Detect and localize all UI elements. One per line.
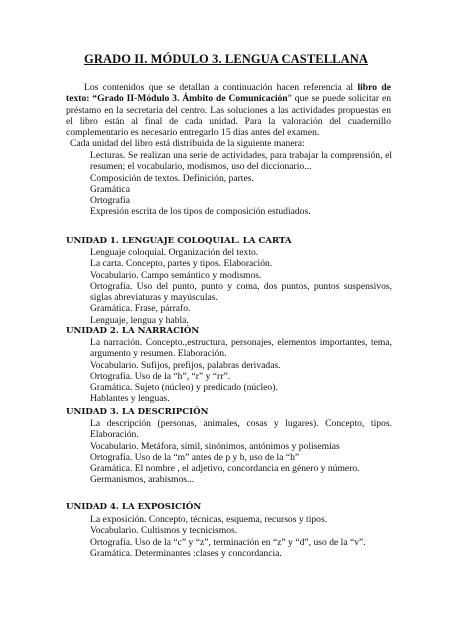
list-item: Gramática. Determinantes :clases y concordancia. <box>90 547 282 559</box>
page-title: GRADO II. MÓDULO 3. LENGUA CASTELLANA <box>84 52 368 66</box>
list-item: La descripción (personas, animales, cosas y lugares). Concepto, tipos. Elaboración. <box>90 418 392 441</box>
list-item: Vocabulario. Cultismos y tecnicismos. <box>90 525 238 537</box>
intro-paragraph <box>66 82 391 138</box>
list-item: Vocabulario. Sufijos, prefijos, palabras derivadas. <box>90 359 281 371</box>
list-item: Vocabulario. Campo semántico y modismos. <box>90 269 262 281</box>
unit-2-heading: UNIDAD 2. LA NARRACIÓN <box>66 326 200 336</box>
list-item: Lecturas. Se realizan una serie de actividades, para trabajar la comprensión, el resumen; el vocabulario, modismos, uso del diccionario... <box>90 150 392 173</box>
list-item: Hablantes y lenguas. <box>90 393 170 405</box>
list-item: Gramática. Frase, párrafo. <box>90 303 191 315</box>
unit-3-list <box>90 418 392 486</box>
unit-2-list <box>90 337 392 405</box>
textbook-reference: libro de texto: “Grado II-Módulo 3. Ámbito de Comunicación <box>66 82 391 105</box>
list-item: Ortografía <box>90 195 130 207</box>
unit-1-list <box>90 247 392 326</box>
list-item: Gramática. El nombre , el adjetivo, concordancia en género y número. <box>90 463 360 475</box>
list-item: Ortografía. Uso del punto, punto y coma, dos puntos, puntos suspensivos, siglas abreviaturas y mayúsculas. <box>90 280 392 304</box>
intro-text-end: ” que se puede solicitar en préstamo en la secretaria del centro. Las soluciones a las actividades propuestas en el libro están al final de cada unidad. Para la valoración del cuadernillo complementario es necesario entregarlo 15 días antes del examen. <box>66 93 391 139</box>
list-item: Expresión escrita de los tipos de composición estudiados. <box>90 206 311 218</box>
list-item: Ortografía. Uso de la “m” antes de p y b, uso de la “h” <box>90 451 300 463</box>
unit-1-heading: UNIDAD 1. LENGUAJE COLOQUIAL. LA CARTA <box>66 236 292 246</box>
unit-4-heading: UNIDAD 4. LA EXPOSICIÓN <box>66 502 202 512</box>
unit-4-list <box>90 514 392 559</box>
list-item: La narración. Concepto.,estructura, personajes, elementos importantes, tema, argumento y resumen. Elaboración. <box>90 337 392 360</box>
list-item: Gramática <box>90 183 130 195</box>
list-item: Ortografía. Uso de la “h”, “r” y “rr”. <box>90 370 231 382</box>
list-item: Ortografía. Uso de la “c” y “z”, terminación en “z” y “d”, uso de la “v”. <box>90 536 366 548</box>
structure-list <box>90 150 392 218</box>
intro-text-start: Los contenidos que se detallan a continuación hacen referencia al <box>84 82 358 93</box>
list-item: Vocabulario. Metáfora, símil, sinónimos, antónimos y polisemias <box>90 440 340 452</box>
list-item: Gramática. Sujeto (núcleo) y predicado (núcleo). <box>90 382 278 394</box>
list-item: Germanismos, arabismos... <box>90 474 195 486</box>
list-item: La exposición. Concepto, técnicas, esquema, recursos y tipos. <box>90 514 328 525</box>
list-item: Lenguaje coloquial. Organización del texto. <box>90 247 259 258</box>
unit-3-heading: UNIDAD 3. LA DESCRIPCIÓN <box>66 407 209 417</box>
intro-section <box>66 82 391 150</box>
structure-lead: Cada unidad del libro está distribuida de la siguiente manera: <box>70 138 305 150</box>
list-item: Lenguaje, lengua y habla. <box>90 314 189 326</box>
list-item: Composición de textos. Definición, partes. <box>90 172 254 184</box>
list-item: La carta. Concepto, partes y tipos. Elaboración. <box>90 258 273 270</box>
